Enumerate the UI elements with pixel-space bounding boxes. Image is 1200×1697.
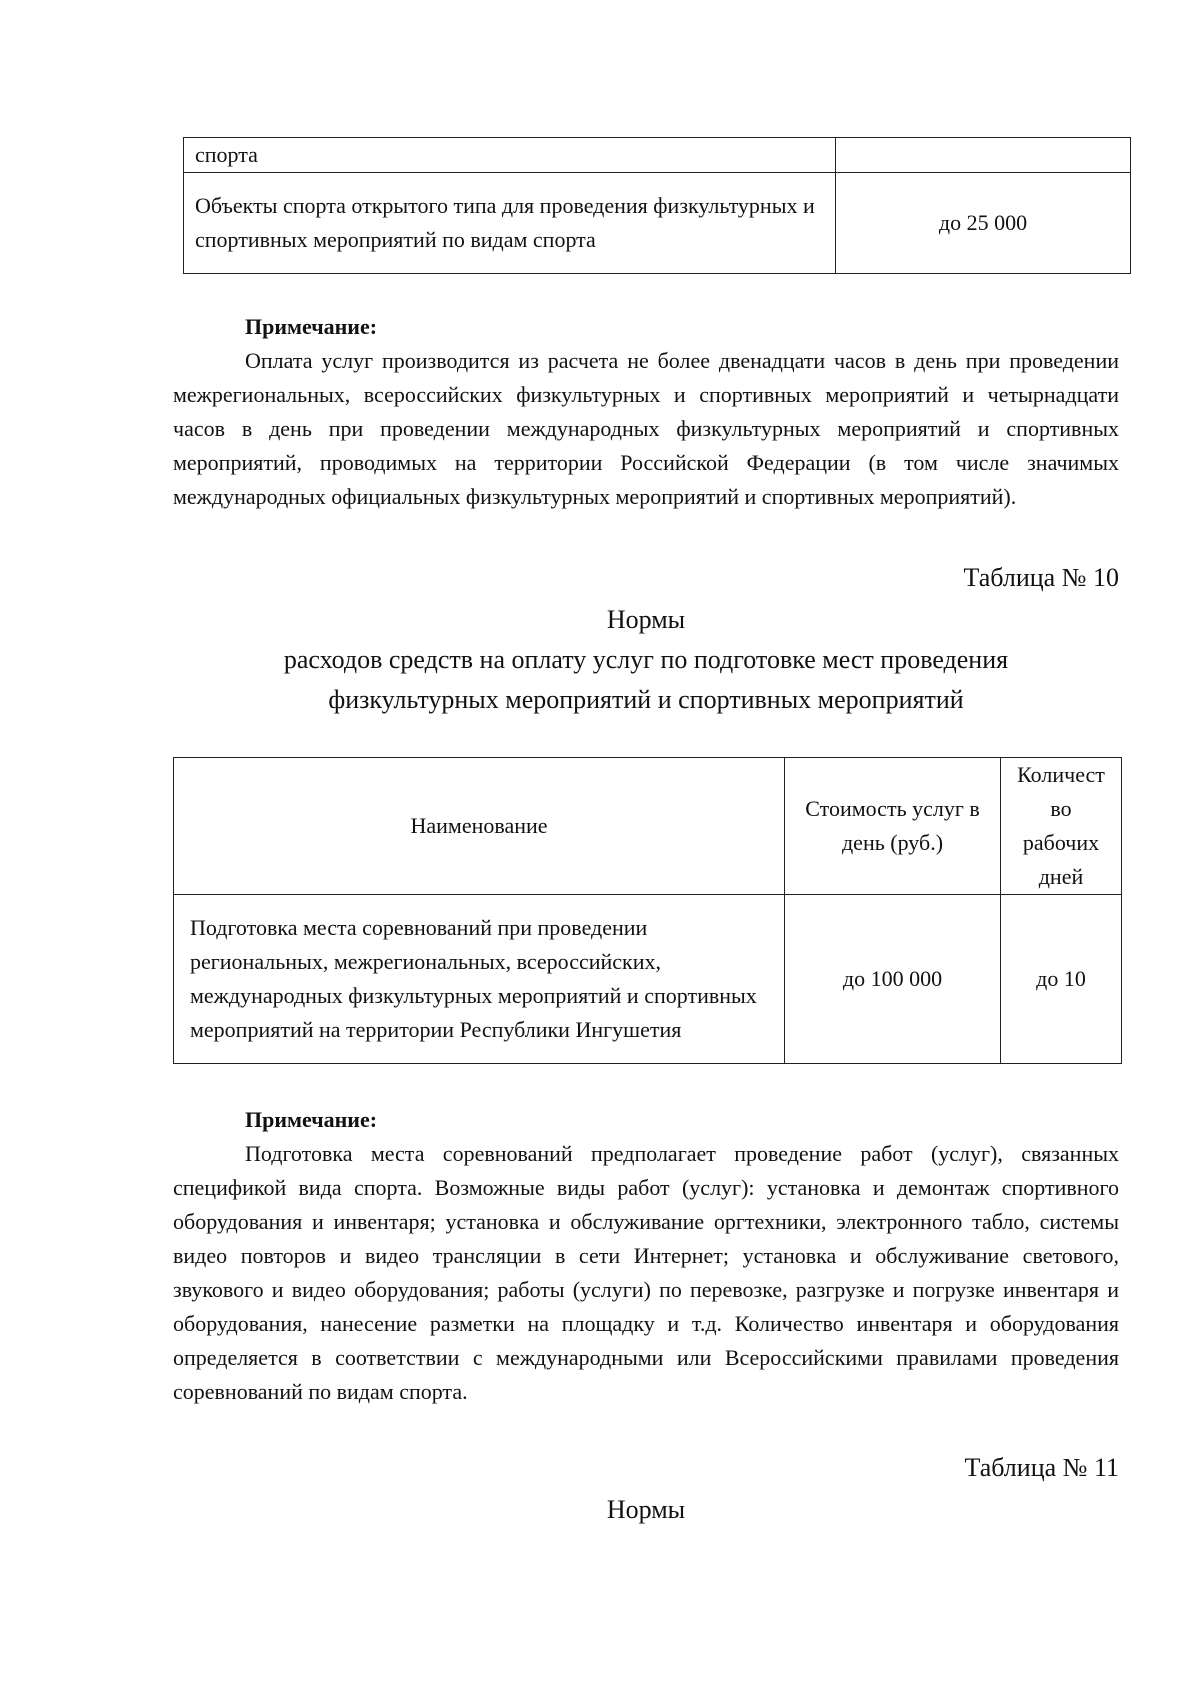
table-row (184, 138, 1131, 173)
column-header: Количест во рабочих дней (1001, 758, 1122, 895)
table-subtitle: физкультурных мероприятий и спортивных мероприятий (328, 685, 964, 714)
table-cell-value (836, 138, 1131, 173)
table-cell-name: спорта (184, 138, 836, 173)
table-title: Нормы (606, 1495, 686, 1524)
note-heading: Примечание: (245, 314, 378, 339)
table-number-label: Таблица № 10 (963, 563, 1119, 592)
column-header: Стоимость услуг в день (руб.) (785, 758, 1001, 895)
note-heading: Примечание: (245, 1107, 378, 1132)
table-cell-name: Подготовка места соревнований при проведении региональных, межрегиональных, всероссийских, международных физкультурных мероприятий и спортивных мероприятий на территории Республики Ингушетия (174, 895, 785, 1064)
note-paragraph: Подготовка места соревнований предполагает проведение работ (услуг), связанных спецификой вида спорта. Возможные виды работ (услуг): установка и демонтаж спортивного оборудования и инвентаря; установка и обслуживание оргтехники, электронного табло, системы видео повторов и видео трансляции в сети Интернет; установка и обслуживание светового, звукового и видео оборудования; работы (услуги) по перевозке, разгрузке и погрузке инвентаря и оборудования, нанесение разметки на площадку и т.д. Количество инвентаря и оборудования определяется в соответствии с международными или Всероссийскими правилами проведения соревнований по видам спорта. (173, 1141, 1119, 1404)
table-cell-days: до 10 (1001, 895, 1122, 1064)
table-number-label: Таблица № 11 (964, 1453, 1119, 1482)
table-row (184, 173, 1131, 274)
table-cell-name: Объекты спорта открытого типа для проведения физкультурных и спортивных мероприятий по видам спорта (184, 173, 836, 274)
note-paragraph: Оплата услуг производится из расчета не более двенадцати часов в день при проведении межрегиональных, всероссийских физкультурных и спортивных мероприятий и четырнадцати часов в день при проведении международных физкультурных мероприятий и спортивных мероприятий, проводимых на территории Российской Федерации (в том числе значимых международных официальных физкультурных мероприятий и спортивных мероприятий). (173, 348, 1119, 509)
norms-table-continuation (183, 137, 1131, 274)
table-header-row (174, 758, 1122, 895)
norms-table-10 (173, 757, 1122, 1064)
table-subtitle: расходов средств на оплату услуг по подготовке мест проведения (283, 645, 1009, 674)
table-cell-value: до 25 000 (836, 173, 1131, 274)
table-title: Нормы (606, 605, 686, 634)
table-cell-cost: до 100 000 (785, 895, 1001, 1064)
table-row (174, 895, 1122, 1064)
column-header: Наименование (174, 758, 785, 895)
